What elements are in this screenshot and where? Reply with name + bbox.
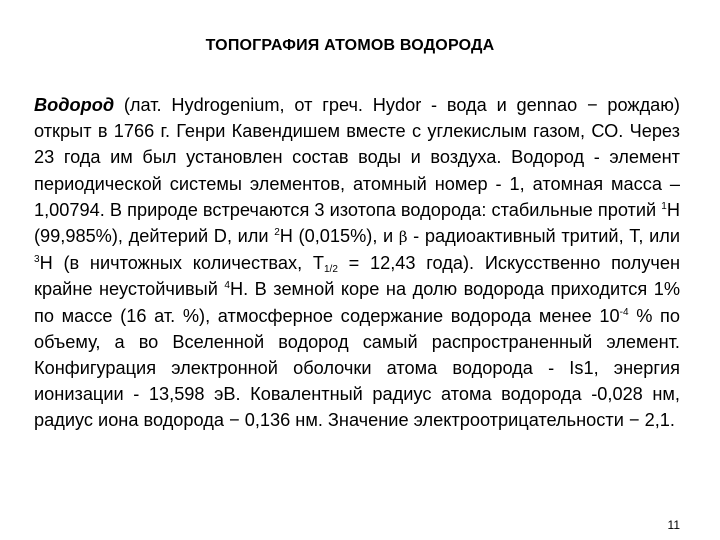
lead-term: Водород [34, 95, 115, 115]
superscript-mass-3: 3 [34, 254, 40, 266]
body-paragraph [34, 92, 680, 434]
text-segment: H (в ничтожных количествах, T [39, 253, 324, 274]
beta-symbol: β [398, 228, 408, 247]
superscript-mass-1: 1 [661, 200, 667, 212]
superscript-exponent: -4 [619, 306, 629, 318]
text-segment: H (99,985%), дейтерий D, или [34, 199, 680, 247]
page-number: 11 [667, 518, 680, 532]
slide-title: ТОПОГРАФИЯ АТОМОВ ВОДОРОДА [205, 37, 495, 54]
text-segment: - радиоактивный тритий, T, или [407, 226, 680, 247]
superscript-mass-2: 2 [274, 227, 280, 239]
text-segment: H (0,015%), и [279, 226, 399, 247]
subscript-half-life: 1/2 [324, 264, 338, 276]
text-segment: (лат. Hydrogenium, от греч. Hydor - вода и gennao − рождаю) открыт в 1766 г. Генри Кавендишем вместе с углекислым газом, СО. Через 23 года им был установлен состав воды и воздуха. Водород - элемент периодической системы элементов, атомный номер - 1, атомная масса – 1,00794. В природе встречаются 3 изотопа водорода: стабильные протий [34, 95, 680, 220]
text-segment: = 12,43 года). Искусственно получен крайне неустойчивый [34, 253, 680, 300]
text-segment: % по объему, а во Вселенной водород самый распространенный элемент. Конфигурация электронной оболочки атома водорода - Is1, энергия ионизации - 13,598 эВ. Ковалентный радиус атома водорода -0,028 нм, радиус иона водорода − 0,136 нм. Значение электроотрицательности − 2,1. [34, 305, 680, 431]
text-segment: H. В земной коре на долю водорода приходится 1% по массе (16 ат. %), атмосферное содержание водорода менее 10 [34, 279, 681, 326]
superscript-mass-4: 4 [224, 280, 230, 292]
